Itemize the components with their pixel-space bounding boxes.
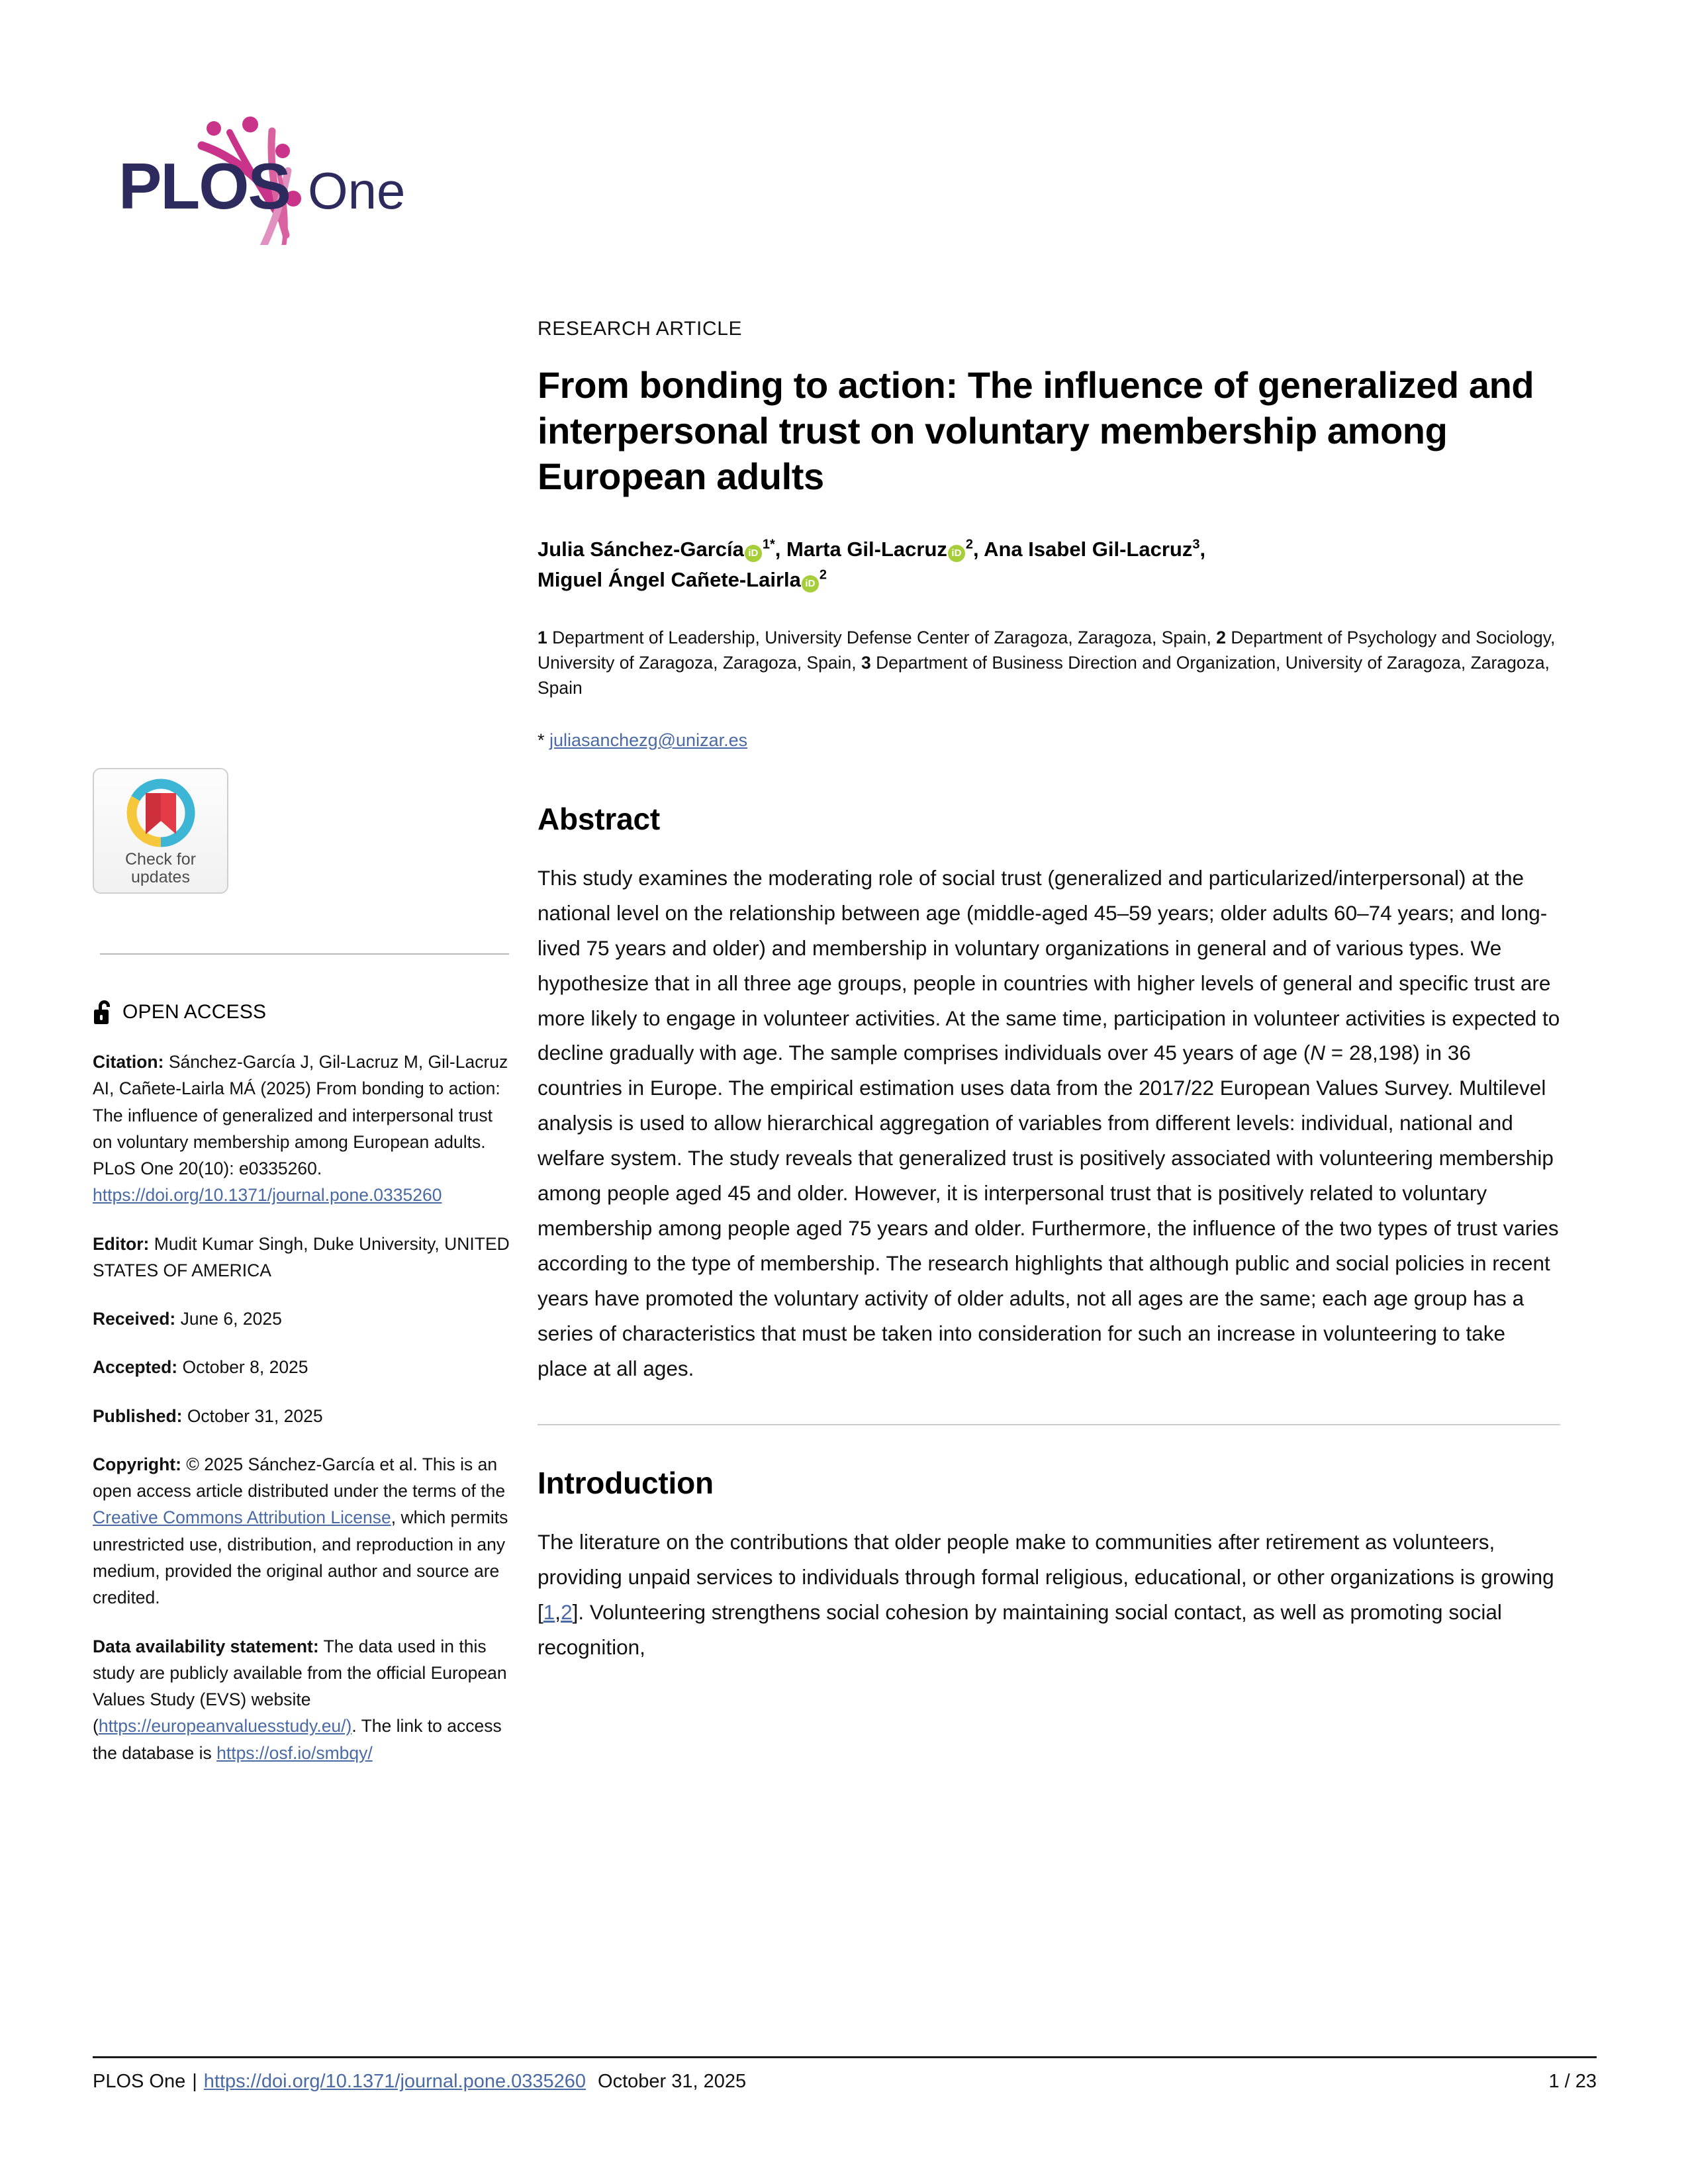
received-text: June 6, 2025 xyxy=(175,1309,282,1329)
page-footer xyxy=(93,2071,1597,2093)
introduction-heading: Introduction xyxy=(538,1466,714,1501)
footer-divider xyxy=(93,2056,1597,2058)
copyright-label: Copyright: xyxy=(93,1454,181,1474)
author-sep: , xyxy=(774,537,787,561)
received-block xyxy=(93,1306,516,1332)
author-sup: 2 xyxy=(965,537,974,552)
copyright-text-1: © 2025 Sánchez-García et al. This is an open access article distributed under the terms of the xyxy=(93,1454,506,1501)
published-text: October 31, 2025 xyxy=(182,1405,323,1426)
data-availability-text-1: The data used in this study are publicly available from the official European Values Study (EVS) website ( xyxy=(93,1636,507,1736)
orcid-icon[interactable]: iD xyxy=(745,545,762,562)
reference-link-1[interactable]: 1 xyxy=(543,1600,555,1625)
affiliation-number: 1 xyxy=(538,627,547,647)
affiliations xyxy=(538,625,1560,701)
footer-date: October 31, 2025 xyxy=(598,2071,747,2092)
published-block xyxy=(93,1403,516,1429)
footer-separator: | xyxy=(192,2071,197,2092)
reference-separator: , xyxy=(555,1600,561,1625)
author-sep: , xyxy=(1199,537,1206,561)
abstract-italic-n: N xyxy=(1310,1041,1326,1065)
author-sup: 2 xyxy=(819,567,827,583)
plos-one-logo-svg xyxy=(89,93,420,245)
open-access-row xyxy=(93,998,516,1026)
affiliation-number: 3 xyxy=(861,653,871,673)
footer-doi-link[interactable]: https://doi.org/10.1371/journal.pone.0335260 xyxy=(203,2071,586,2092)
crossmark-badge[interactable] xyxy=(93,768,228,894)
orcid-icon[interactable]: iD xyxy=(802,575,819,593)
crossmark-label xyxy=(125,851,196,886)
citation-block xyxy=(93,1049,516,1209)
citation-doi-link[interactable]: https://doi.org/10.1371/journal.pone.0335260 xyxy=(93,1185,442,1206)
citation-text: Sánchez-García J, Gil-Lacruz M, Gil-Lacruz AI, Cañete-Lairla MÁ (2025) From bonding to action: The influence of generalized and interpersonal trust on voluntary membership among European adults. PLoS One 20(10): e0335260. xyxy=(93,1052,508,1179)
sidebar-divider xyxy=(100,953,509,955)
accepted-text: October 8, 2025 xyxy=(177,1357,308,1378)
editor-text: Mudit Kumar Singh, Duke University, UNITED STATES OF AMERICA xyxy=(93,1233,510,1280)
author-name: Marta Gil-Lacruz xyxy=(786,537,947,561)
orcid-icon[interactable]: iD xyxy=(948,545,965,562)
article-sidebar xyxy=(93,768,516,1788)
crossmark-icon xyxy=(122,779,200,847)
crossmark-line2: updates xyxy=(131,868,190,886)
intro-text-part-1: The literature on the contributions that older people make to communities after retirement as volunteers, providing unpaid services to individuals through formal religious, educational, or other organizations is growing [ xyxy=(538,1530,1554,1625)
author-name: Julia Sánchez-García xyxy=(538,537,744,561)
open-access-label: OPEN ACCESS xyxy=(122,1001,267,1023)
abstract-text-part-1: This study examines the moderating role of social trust (generalized and particularized/interpersonal) at the national level on the relationship between age (middle-aged 45–59 years; older adults 60–74 years; and long-lived 75 years and older) and membership in voluntary organizations in general and of various types. We hypothesize that in all three age groups, people in countries with higher levels of general and specific trust are more likely to engage in volunteer activities. At the same time, participation in volunteer activities is expected to decline gradually with age. The sample comprises individuals over 45 years of age ( xyxy=(538,865,1560,1065)
osf-database-link[interactable]: https://osf.io/smbqy/ xyxy=(216,1742,373,1763)
article-main xyxy=(538,318,1560,1665)
editor-label: Editor: xyxy=(93,1233,150,1254)
author-name: Ana Isabel Gil-Lacruz xyxy=(984,537,1193,561)
reference-link-2[interactable]: 2 xyxy=(561,1600,573,1625)
published-label: Published: xyxy=(93,1405,183,1426)
cc-license-link[interactable]: Creative Commons Attribution License xyxy=(93,1507,391,1528)
abstract-text-part-2: = 28,198) in 36 countries in Europe. The empirical estimation uses data from the 2017/22 European Values Survey. Multilevel analysis is used to allow hierarchical aggregation of variables from different levels: individual, national and welfare system. The study reveals that generalized trust is positively associated with volunteering membership among people aged 45 and older. However, it is interpersonal trust that is positively related to voluntary membership among people aged 75 years and older. Furthermore, the influence of the two types of trust varies according to the type of membership. The research highlights that although public and social policies in recent years have promoted the voluntary activity of older adults, not all ages are the same; each age group has a series of characteristics that must be taken into consideration for such an increase in volunteering to take place at all ages. xyxy=(538,1041,1559,1380)
abstract-introduction-divider xyxy=(538,1424,1560,1425)
page-title: From bonding to action: The influence of generalized and interpersonal trust on voluntary membership among European adults xyxy=(538,364,1534,497)
data-availability-text-2: . The link to access the database is xyxy=(93,1716,502,1763)
data-availability-label: Data availability statement: xyxy=(93,1636,319,1656)
footer-left xyxy=(93,2071,746,2093)
author-list xyxy=(538,534,1560,596)
author-sup: 3 xyxy=(1192,537,1200,552)
one-wordmark: One xyxy=(308,162,406,220)
accepted-block xyxy=(93,1354,516,1380)
accepted-label: Accepted: xyxy=(93,1357,178,1378)
corresponding-marker: * xyxy=(538,730,550,750)
affiliation-text: Department of Psychology and Sociology, University of Zaragoza, Zaragoza, Spain, xyxy=(538,627,1556,673)
footer-page-number: 1 / 23 xyxy=(1548,2071,1597,2092)
crossmark-line1: Check for xyxy=(125,850,196,869)
author-sup: 1* xyxy=(762,537,775,552)
citation-label: Citation: xyxy=(93,1052,164,1072)
introduction-body xyxy=(538,1525,1560,1665)
corresponding-author xyxy=(538,730,1560,751)
plos-one-logo xyxy=(89,93,434,252)
received-label: Received: xyxy=(93,1309,176,1329)
affiliation-text: Department of Business Direction and Organization, University of Zaragoza, Zaragoza, Spain xyxy=(538,653,1550,698)
affiliation-number: 2 xyxy=(1216,627,1226,647)
footer-journal: PLOS One xyxy=(93,2071,186,2092)
corresponding-email-link[interactable]: juliasanchezg@unizar.es xyxy=(549,730,748,750)
abstract-heading: Abstract xyxy=(538,801,661,836)
evs-website-link[interactable]: https://europeanvaluesstudy.eu/) xyxy=(98,1716,352,1736)
abstract-body xyxy=(538,861,1560,1386)
data-availability-block xyxy=(93,1633,516,1766)
plos-wordmark: PLOS xyxy=(118,150,290,222)
affiliation-text: Department of Leadership, University Defense Center of Zaragoza, Zaragoza, Spain, xyxy=(547,627,1217,647)
copyright-block xyxy=(93,1451,516,1611)
open-lock-icon xyxy=(93,998,115,1026)
copyright-text-2: , which permits unrestricted use, distribution, and reproduction in any medium, provided the original author and source are credited. xyxy=(93,1507,508,1608)
editor-block xyxy=(93,1231,516,1284)
author-sep: , xyxy=(973,537,984,561)
author-name: Miguel Ángel Cañete-Lairla xyxy=(538,568,801,592)
article-type-kicker: RESEARCH ARTICLE xyxy=(538,318,743,340)
intro-text-part-2: ]. Volunteering strengthens social cohesion by maintaining social contact, as well as promoting social recognition, xyxy=(538,1600,1502,1660)
